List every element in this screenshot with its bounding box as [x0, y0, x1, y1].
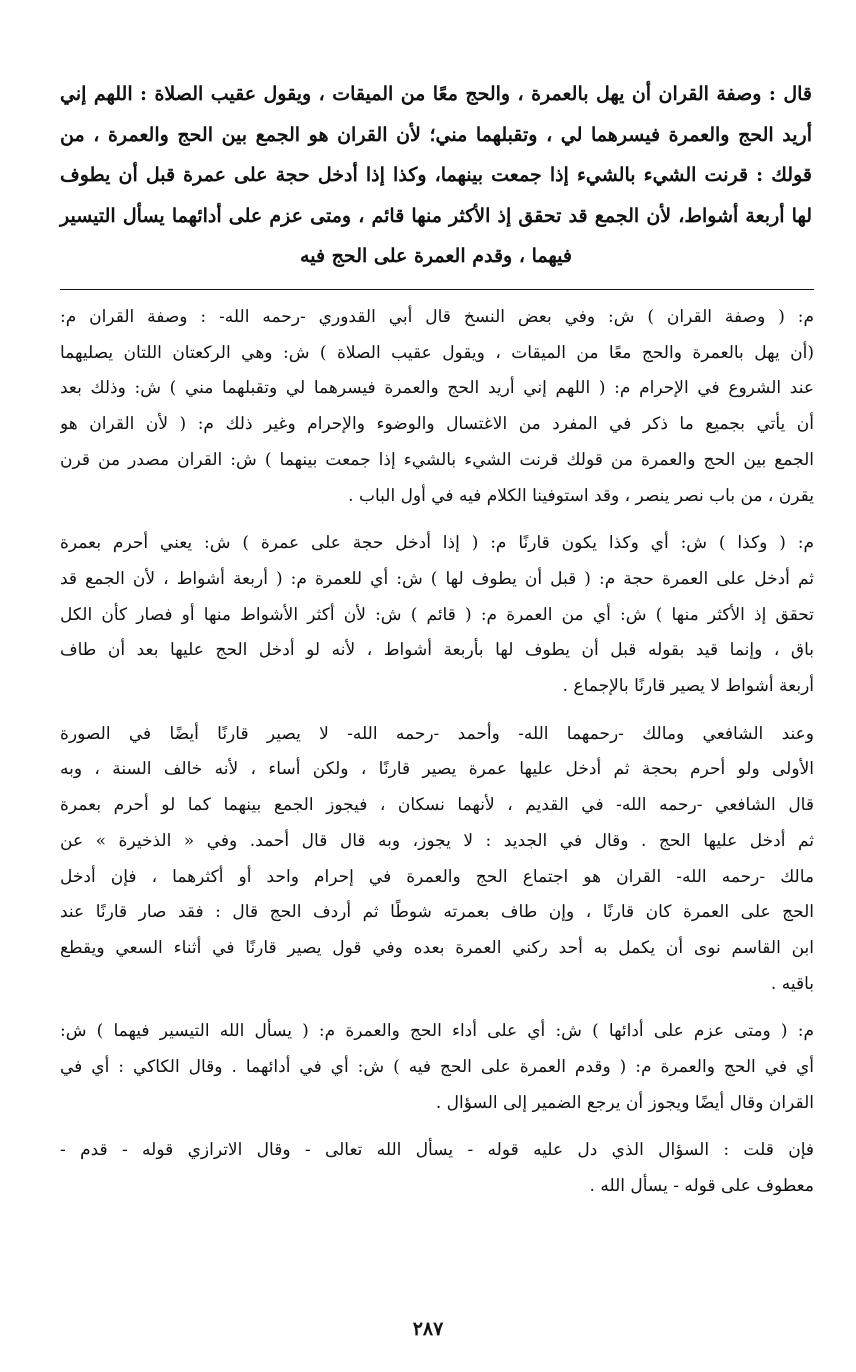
commentary-line: الحج على العمرة كان قارنًا ، وإن طاف بعمرته شوطًا ثم أردف الحج قال : فقد صار قارنًا عند: [60, 902, 814, 923]
commentary-line: قال الشافعي -رحمه الله- في القديم ، لأنهما نسكان ، فيجوز الجمع بينهما كما لو أحرم بعمرة: [60, 795, 814, 816]
commentary-line: ثم أدخل على العمرة حجة م: ( قبل أن يطوف لها ) ش: أي للعمرة م: ( أربعة أشواط ، لأن الجمع قد: [60, 568, 814, 589]
commentary-line: م: ( وكذا ) ش: أي وكذا يكون قارنًا م: ( إذا أدخل حجة على عمرة ) ش: يعني أحرم بعمرة: [60, 533, 814, 554]
commentary-paragraph: [60, 717, 814, 1003]
commentary-line: أي في الحج والعمرة م: ( وقدم العمرة على الحج فيه ) ش: أي في أدائهما . وقال الكاكي : أي في: [60, 1057, 814, 1078]
paragraph-gap: [60, 705, 814, 717]
commentary-line: باقيه .: [770, 973, 814, 994]
commentary-line: عند الشروع في الإحرام م: ( اللهم إني أريد الحج والعمرة فيسرهما لي وتقبلهما مني ) ش: وذلك بعد: [60, 378, 814, 399]
commentary-line: أربعة أشواط لا يصير قارنًا بالإجماع .: [562, 676, 814, 697]
commentary-line: م: ( ومتى عزم على أدائها ) ش: أي على أداء الحج والعمرة م: ( يسأل الله التيسير فيهما ) ش:: [60, 1021, 814, 1042]
main-text-line: فيهما ، وقدم العمرة على الحج فيه: [300, 245, 572, 267]
commentary-line: الجمع بين الحج والعمرة من قولك قرنت الشيء بالشيء إذا جمعت بينهما ) ش: القران مصدر من قرن: [60, 449, 814, 470]
commentary-line: مالك -رحمه الله- القران هو اجتماع الحج والعمرة في إحرام واحد أو أكثرهما ، فإن أدخل: [60, 866, 814, 887]
commentary-line: وعند الشافعي ومالك -رحمهما الله- وأحمد -رحمه الله- لا يصير قارنًا أيضًا في الصورة: [60, 723, 814, 744]
commentary-line: فإن قلت : السؤال الذي دل عليه قوله - يسأل الله تعالى - وقال الاترازي قوله - قدم -: [60, 1140, 814, 1161]
commentary-line: يقرن ، من باب نصر ينصر ، وقد استوفينا الكلام فيه في أول الباب .: [348, 485, 814, 506]
commentary-paragraph: [60, 526, 814, 705]
main-text-line: لها أربعة أشواط، لأن الجمع قد تحقق إذ الأكثر منها قائم ، ومتى عزم على أدائهما يسأل التيسير: [60, 204, 812, 227]
commentary-line: معطوف على قوله - يسأل الله .: [589, 1176, 814, 1197]
paragraph-gap: [60, 514, 814, 526]
main-text-line: قولك : قرنت الشيء بالشيء إذا جمعت بينهما، وكذا إذا أدخل حجة على عمرة قبل أن يطوف: [60, 164, 812, 186]
commentary-line: ابن القاسم نوى أن يكمل به أحد ركني العمرة بعده وفي قول يصير قارنًا في أثناء السعي ويقطع: [60, 937, 814, 958]
commentary-line: باق ، وإنما قيد بقوله قبل أن يطوف لها بأربعة أشواط ، لأنه لو أدخل الحج عليها بعد أن طاف: [60, 640, 814, 661]
commentary-line: القران وقال أيضًا ويجوز أن يرجع الضمير إلى السؤال .: [435, 1092, 814, 1113]
commentary-line: الأولى ولو أحرم بحجة ثم أدخل عليها عمرة يصير قارنًا ، ولكن أساء ، لأنه خالف السنة ، وبه: [60, 759, 814, 780]
main-text-block: [60, 74, 812, 277]
commentary-paragraph: [60, 1133, 814, 1204]
main-text-line: أريد الحج والعمرة فيسرهما لي ، وتقبلهما مني؛ لأن القران هو الجمع بين الحج والعمرة ، من: [60, 123, 812, 146]
main-text-line: قال : وصفة القران أن يهل بالعمرة ، والحج معًا من الميقات ، ويقول عقيب الصلاة : اللهم إني: [60, 83, 812, 105]
section-divider: [60, 289, 814, 290]
commentary-line: (أن يهل بالعمرة والحج معًا من الميقات ، ويقول عقيب الصلاة ) ش: وهي الركعتان اللتان يصليهما: [60, 342, 814, 363]
commentary-paragraph: [60, 300, 814, 514]
paragraph-gap: [60, 1002, 814, 1014]
commentary-paragraph: [60, 1014, 814, 1121]
commentary-line: أن يأتي بجميع ما ذكر في المفرد من الاغتسال والوضوء والإحرام وغير ذلك م: ( لأن القران هو: [60, 414, 814, 435]
paragraph-gap: [60, 1121, 814, 1133]
page-number: ٢٨٧: [412, 1318, 444, 1340]
commentary-line: ثم أدخل عليها الحج . وقال في الجديد : لا يجوز، وبه قال قال أحمد. وفي « الذخيرة » عن: [60, 830, 814, 851]
commentary-block: [60, 300, 814, 1205]
commentary-line: تحقق إذ الأكثر منها ) ش: أي من العمرة م: ( قائم ) ش: لأن أكثر الأشواط منها أو فصار كأن الكل: [60, 604, 814, 625]
commentary-line: م: ( وصفة القران ) ش: وفي بعض النسخ قال أبي القدوري -رحمه الله- : وصفة القران م:: [60, 307, 814, 327]
